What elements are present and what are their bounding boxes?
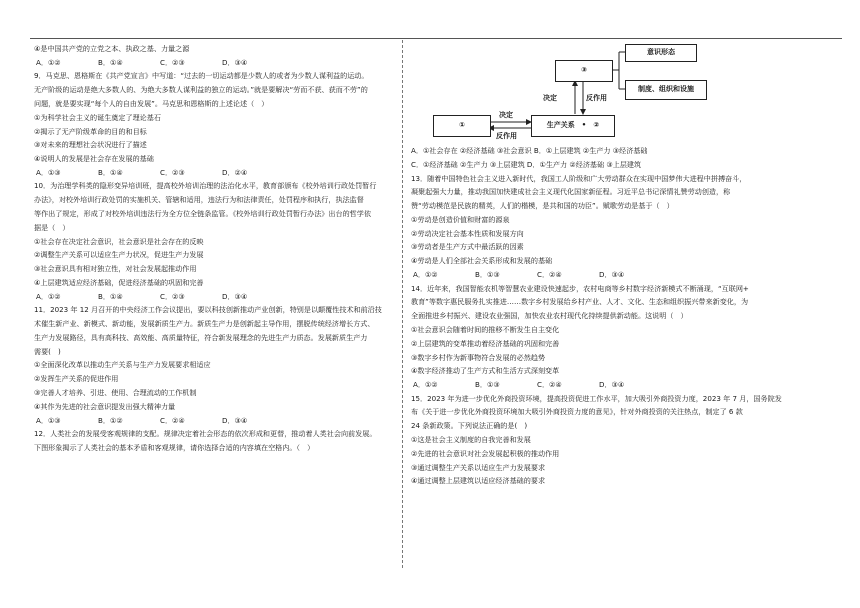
text-line: 9．马克思、恩格斯在《共产党宣言》中写道：“过去的一切运动都是少数人的或者为少数人谋利益的运动。: [34, 71, 369, 81]
answer-option: D．③④: [599, 270, 625, 280]
answer-option: B．①④: [98, 167, 123, 177]
text-line: ②揭示了无产阶级革命的目的和目标: [34, 126, 147, 136]
answer-option: C．②④: [537, 380, 562, 390]
answer-options: [34, 166, 396, 180]
answer-option: D．③④: [222, 415, 248, 425]
text-line: ④通过调整上层建筑以适应经济基础的要求: [411, 476, 546, 486]
text-line: 术催生新产业、新模式、新动能，发展新质生产力。新质生产力是创新起主导作用，摆脱传统经济增长方式、: [34, 319, 375, 329]
text-line: ③劳动者是生产方式中最活跃的因素: [411, 242, 524, 252]
answer-options: [411, 268, 829, 282]
text-line: ①为科学社会主义的诞生奠定了理论基石: [34, 112, 161, 122]
text-line: 12．人类社会的发展受客观规律的支配。规律决定着社会形态的依次形成和更替，推动着人类社会向前发展。: [34, 429, 377, 439]
text-line: ②劳动决定社会基本性质和发展方向: [411, 228, 524, 238]
text-line: 需要( ): [34, 346, 61, 356]
text-line: ④是中国共产党的立党之本、执政之基、力量之源: [34, 44, 190, 53]
answer-option: A．①③: [36, 415, 61, 425]
text-line: 等作出了规定，形成了对校外培训违法行为全方位全链条监管。《校外培训行政处罚暂行办法》出台的哲学依: [34, 209, 371, 218]
text-line: 10．为治理学科类的隐形变异培训班，提高校外培训治理的法治化水平，教育部颁布《校外培训行政处罚暂行: [34, 181, 377, 191]
column-divider: [402, 40, 403, 568]
text-line: 教育”等数字惠民服务扎实推进……数字乡村发展给乡村产业、人才、文化、生态和组织振兴带来新变化，为: [411, 297, 749, 307]
text-line: ②调整生产关系可以适应生产力状况，促进生产力发展: [34, 250, 204, 260]
answer-option: D．③④: [222, 291, 248, 301]
left-column: [34, 42, 396, 455]
text-line: 赞“劳动模范是民族的精英，人们的楷模，是共和国的功臣”。赋歌劳动是基于（ ）: [411, 201, 674, 211]
text-line: ③通过调整生产关系以适应生产力发展要求: [411, 462, 546, 472]
text-line: ④上层建筑适应经济基础，促进经济基础的巩固和完善: [34, 277, 204, 287]
answer-options: [411, 378, 829, 392]
text-line: 15．2023 年为进一步优化外商投资环境，提高投资促进工作水平，加大吸引外商投资力度，2023 年 7 月，国务院发: [411, 393, 782, 403]
diagram-box-1: ①: [433, 115, 491, 137]
text-line: ④其作为先进的社会意识提发出强大精神力量: [34, 401, 176, 411]
text-line: 全面推进乡村振兴、建设农业强国，加快农业农村现代化持续提供新动能。这说明（ ）: [411, 311, 688, 321]
answer-option: D．②④: [222, 167, 248, 177]
label-decide-horizontal: 决定: [499, 111, 513, 119]
answer-option: C．②④: [160, 415, 185, 425]
answer-option: B．①②: [98, 415, 123, 425]
text-line: ③社会意识具有相对独立性，对社会发展起推动作用: [34, 264, 197, 274]
answer-option: C．②③: [160, 57, 185, 67]
text-line: 无产阶级的运动是绝大多数人的、为绝大多数人谋利益的独立的运动。”就是要解决“劳而不获、获而不劳”的: [34, 85, 368, 95]
text-line: ④劳动是人们全部社会关系形成和发展的基础: [411, 256, 553, 266]
text-line: 11．2023 年 12 月召开的中央经济工作会议提出，要以科技创新推动产业创新，特别是以颠覆性技术和前沿技: [34, 305, 382, 315]
page-top-rule: [30, 38, 842, 39]
text-line: 14．近年来，我国智能农机等智慧农业建设快速起步，农村电商等乡村数字经济新模式不断涌现，“互联网+: [411, 283, 749, 293]
text-line: ①社会意识会随着时间的推移不断发生自主变化: [411, 324, 560, 334]
text-line: 下图形象揭示了人类社会的基本矛盾和客观规律，请你选择合适的内容填在空格内。（ ）: [34, 442, 315, 452]
text-line: 13．随着中国特色社会主义进入新时代，我国工人阶级和广大劳动群众在实现中国梦伟大进程中拼搏奋斗，: [411, 173, 747, 183]
text-line: ④数字经济推动了生产方式和生活方式深刻变革: [411, 366, 560, 376]
answer-options: [34, 290, 396, 304]
text-line: ②发挥生产关系的促进作用: [34, 374, 119, 384]
answer-options: [34, 414, 396, 428]
answer-option: A．①②: [413, 380, 438, 390]
text-line: ①这是社会主义制度的自我完善和发展: [411, 435, 531, 445]
label-react-horizontal: 反作用: [496, 132, 517, 140]
answer-option: C．②④: [537, 270, 562, 280]
right-column: [411, 42, 829, 488]
text-line: ②先进的社会意识对社会发展起积极的推动作用: [411, 448, 560, 458]
text-line: ②上层建筑的变革推动着经济基础的巩固和完善: [411, 338, 560, 348]
society-structure-diagram: [411, 42, 829, 142]
label-react-vertical: 反作用: [586, 94, 607, 102]
answer-option: B．①③: [475, 270, 500, 280]
diagram-box-ideology: 意识形态: [625, 44, 697, 62]
text-line: ③数字乡村作为新事物符合发展的必然趋势: [411, 352, 546, 362]
diagram-box-production-relations: 生产关系 • ②: [531, 115, 615, 137]
text-line: C．①经济基础 ②生产力 ③上层建筑 D．①生产力 ②经济基础 ③上层建筑: [411, 159, 642, 169]
answer-option: D．③④: [222, 57, 248, 67]
answer-options: [34, 56, 396, 70]
text-line: 24 条新政策。下列说法正确的是( ): [411, 421, 528, 431]
text-line: ③完善人才培养、引进、使用、合理流动的工作机制: [34, 387, 197, 397]
text-line: 办法》，对校外培训行政处罚的实施机关、管辖和适用，违法行为和法律责任，处罚程序和执行，执法监督: [34, 195, 364, 205]
text-line: ③对未来的理想社会状况进行了描述: [34, 140, 147, 150]
answer-option: A．①③: [36, 167, 61, 177]
text-line: ④说明人的发展是社会存在发展的基础: [34, 154, 154, 164]
text-line: 凝聚起强大力量，推动我国加快建成社会主义现代化国家新征程。习近平总书记深情礼赞劳动创造，称: [411, 187, 731, 197]
answer-option: B．①④: [98, 291, 123, 301]
answer-option: A．①②: [36, 57, 61, 67]
text-line: ①劳动是创造价值和财富的源泉: [411, 214, 510, 224]
diagram-box-institutions: 制度、组织和设施: [625, 80, 707, 100]
text-line: 布《关于进一步优化外商投资环境加大吸引外商投资力度的意见》，针对外商投资的关注热点，制定了 6 款: [411, 407, 743, 417]
answer-option: A．①②: [36, 291, 61, 301]
label-decide-vertical: 决定: [543, 94, 557, 102]
diagram-box-3: ③: [555, 60, 613, 82]
answer-option: A．①②: [413, 270, 438, 280]
text-line: ①社会存在决定社会意识，社会意识是社会存在的反映: [34, 236, 204, 246]
answer-option: C．②③: [160, 167, 185, 177]
answer-option: C．②③: [160, 291, 185, 301]
right-column-text: [411, 144, 829, 488]
answer-option: D．③④: [599, 380, 625, 390]
text-line: 生产力发展路径，具有高科技、高效能、高质量特征，符合新发展理念的先进生产力质态。发展新质生产力: [34, 332, 368, 342]
text-line: A．①社会存在 ②经济基础 ③社会意识 B．①上层建筑 ②生产力 ③经济基础: [411, 146, 648, 155]
text-line: 据是（ ）: [34, 222, 70, 232]
answer-option: B．①④: [98, 57, 123, 67]
answer-option: B．①③: [475, 380, 500, 390]
text-line: 问题，就是要实现“每个人的自由发展”。马克思和恩格斯的上述论述（ ）: [34, 98, 269, 108]
text-line: ①全面深化改革以推动生产关系与生产力发展要求相适应: [34, 360, 211, 370]
